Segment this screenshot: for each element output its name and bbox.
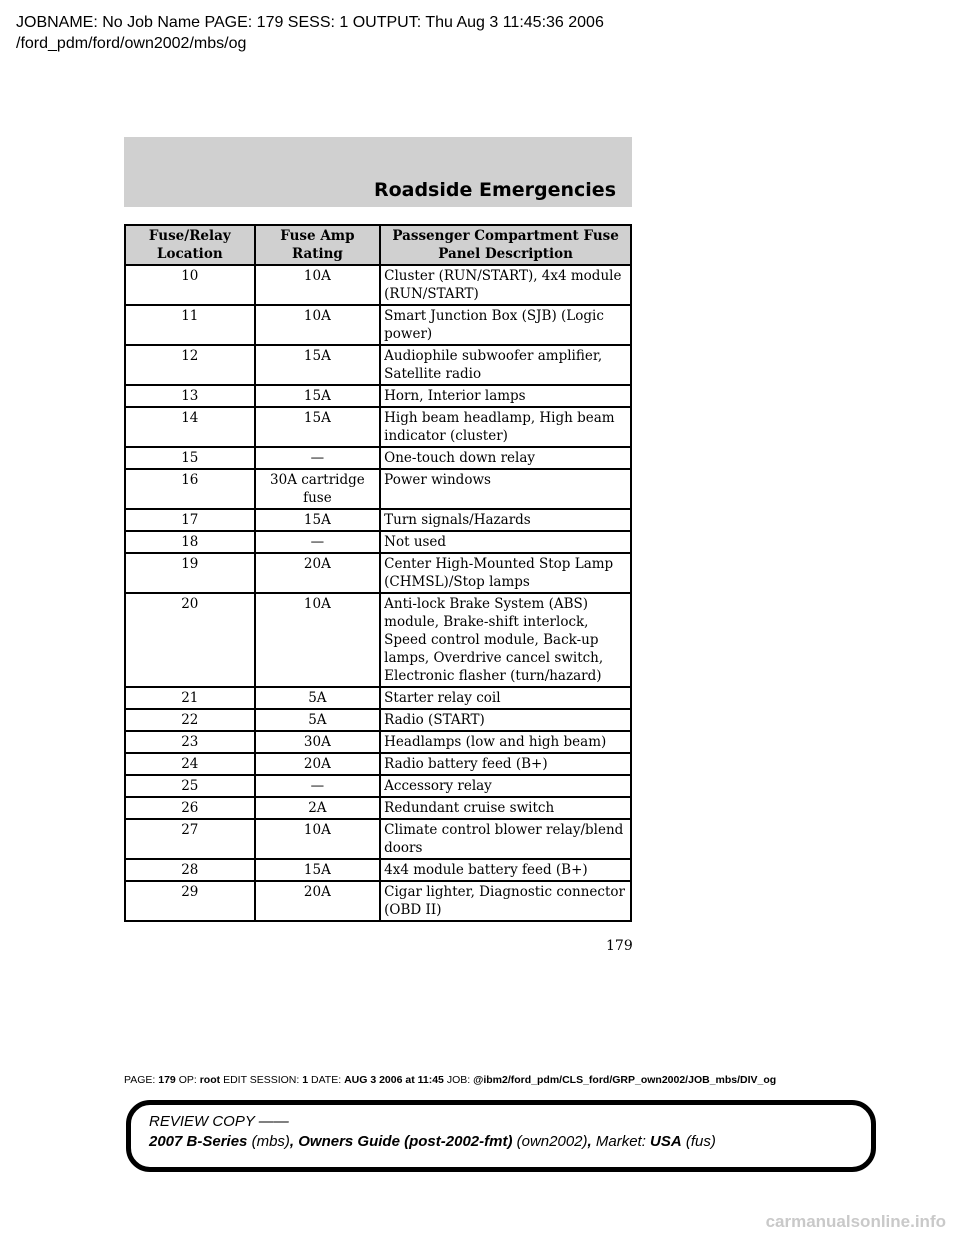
cell-description: Accessory relay (380, 775, 631, 797)
print-footer (124, 1074, 776, 1086)
cell-location: 26 (125, 797, 255, 819)
cell-amp: 15A (255, 509, 381, 531)
footer-date-value: AUG 3 2006 at 11:45 (344, 1074, 444, 1086)
cell-location: 16 (125, 469, 255, 509)
cell-location: 19 (125, 553, 255, 593)
cell-location: 18 (125, 531, 255, 553)
fuse-table (124, 224, 632, 922)
cell-amp: 30A cartridge fuse (255, 469, 381, 509)
job-header-line1: JOBNAME: No Job Name PAGE: 179 SESS: 1 OUTPUT: Thu Aug 3 11:45:36 2006 (16, 14, 604, 31)
cell-location: 11 (125, 305, 255, 345)
cell-description: Starter relay coil (380, 687, 631, 709)
table-row (125, 553, 631, 593)
cell-description: Horn, Interior lamps (380, 385, 631, 407)
job-header (16, 12, 604, 54)
table-row (125, 709, 631, 731)
cell-location: 25 (125, 775, 255, 797)
section-title: Roadside Emergencies (373, 179, 616, 201)
table-row (125, 593, 631, 687)
cell-amp: — (255, 531, 381, 553)
cell-description: Anti-lock Brake System (ABS) module, Brake-shift interlock, Speed control module, Back-up lamps, Overdrive cancel switch, Electronic flasher (turn/hazard) (380, 593, 631, 687)
cell-amp: 5A (255, 687, 381, 709)
cell-amp: 10A (255, 305, 381, 345)
cell-amp: 10A (255, 819, 381, 859)
page-number: 179 (606, 938, 633, 954)
cell-description: Cigar lighter, Diagnostic connector (OBD II) (380, 881, 631, 921)
cell-description: Not used (380, 531, 631, 553)
footer-op-label: OP: (178, 1074, 197, 1086)
table-row (125, 881, 631, 921)
cell-description: High beam headlamp, High beam indicator (cluster) (380, 407, 631, 447)
table-row (125, 509, 631, 531)
cell-description: Power windows (380, 469, 631, 509)
cell-description: Center High-Mounted Stop Lamp (CHMSL)/Stop lamps (380, 553, 631, 593)
header-amp-rating: Fuse Amp Rating (255, 225, 381, 265)
cell-amp: — (255, 447, 381, 469)
cell-description: One-touch down relay (380, 447, 631, 469)
review-guide-code: (own2002) (516, 1133, 588, 1150)
table-row (125, 385, 631, 407)
cell-amp: 5A (255, 709, 381, 731)
cell-description: Climate control blower relay/blend doors (380, 819, 631, 859)
cell-description: 4x4 module battery feed (B+) (380, 859, 631, 881)
table-row (125, 797, 631, 819)
header-location: Fuse/Relay Location (125, 225, 255, 265)
footer-date-label: DATE: (311, 1074, 342, 1086)
cell-amp: 20A (255, 881, 381, 921)
cell-location: 20 (125, 593, 255, 687)
table-row (125, 407, 631, 447)
cell-description: Cluster (RUN/START), 4x4 module (RUN/START) (380, 265, 631, 305)
cell-amp: 2A (255, 797, 381, 819)
cell-amp: 10A (255, 265, 381, 305)
cell-location: 28 (125, 859, 255, 881)
cell-location: 21 (125, 687, 255, 709)
table-header-row (125, 225, 631, 265)
section-header-band (124, 137, 632, 207)
cell-location: 17 (125, 509, 255, 531)
cell-location: 13 (125, 385, 255, 407)
header-description: Passenger Compartment Fuse Panel Description (380, 225, 631, 265)
review-copy-box (126, 1100, 876, 1172)
cell-location: 23 (125, 731, 255, 753)
review-guide: Owners Guide (post-2002-fmt) (298, 1133, 513, 1150)
job-header-line2: /ford_pdm/ford/own2002/mbs/og (16, 35, 247, 52)
cell-description: Audiophile subwoofer amplifier, Satellite radio (380, 345, 631, 385)
cell-amp: 15A (255, 385, 381, 407)
footer-session-label: EDIT SESSION: (223, 1074, 300, 1086)
cell-description: Redundant cruise switch (380, 797, 631, 819)
cell-description: Radio battery feed (B+) (380, 753, 631, 775)
cell-amp: 20A (255, 553, 381, 593)
watermark: carmanualsonline.info (765, 1212, 946, 1231)
cell-description: Smart Junction Box (SJB) (Logic power) (380, 305, 631, 345)
table-row (125, 731, 631, 753)
cell-location: 27 (125, 819, 255, 859)
table-row (125, 753, 631, 775)
table-row (125, 345, 631, 385)
review-market-label: Market: (595, 1133, 646, 1150)
review-copy-label: REVIEW COPY —— (149, 1113, 289, 1130)
review-market: USA (650, 1133, 682, 1150)
cell-location: 24 (125, 753, 255, 775)
table-row (125, 819, 631, 859)
review-market-code: (fus) (685, 1133, 716, 1150)
cell-amp: — (255, 775, 381, 797)
cell-description: Turn signals/Hazards (380, 509, 631, 531)
cell-location: 22 (125, 709, 255, 731)
cell-amp: 30A (255, 731, 381, 753)
review-model-code: (mbs) (251, 1133, 290, 1150)
cell-location: 10 (125, 265, 255, 305)
cell-description: Radio (START) (380, 709, 631, 731)
table-row (125, 265, 631, 305)
cell-location: 15 (125, 447, 255, 469)
footer-job-value: @ibm2/ford_pdm/CLS_ford/GRP_own2002/JOB_mbs/DIV_og (473, 1074, 777, 1086)
cell-description: Headlamps (low and high beam) (380, 731, 631, 753)
footer-page-value: 179 (158, 1074, 176, 1086)
table-row (125, 859, 631, 881)
table-row (125, 447, 631, 469)
cell-location: 29 (125, 881, 255, 921)
footer-page-label: PAGE: (124, 1074, 156, 1086)
review-copy-details: 2007 B-Series (mbs), Owners Guide (post-2002-fmt) (own2002), Market: USA (fus) (149, 1133, 716, 1150)
table-row (125, 775, 631, 797)
cell-amp: 15A (255, 407, 381, 447)
cell-location: 14 (125, 407, 255, 447)
cell-amp: 15A (255, 345, 381, 385)
table-row (125, 531, 631, 553)
cell-amp: 20A (255, 753, 381, 775)
cell-location: 12 (125, 345, 255, 385)
table-row (125, 305, 631, 345)
footer-op-value: root (199, 1074, 221, 1086)
table-row (125, 687, 631, 709)
footer-session-value: 1 (302, 1074, 309, 1086)
cell-amp: 15A (255, 859, 381, 881)
footer-job-label: JOB: (446, 1074, 471, 1086)
cell-amp: 10A (255, 593, 381, 687)
review-model: 2007 B-Series (149, 1133, 248, 1150)
table-row (125, 469, 631, 509)
